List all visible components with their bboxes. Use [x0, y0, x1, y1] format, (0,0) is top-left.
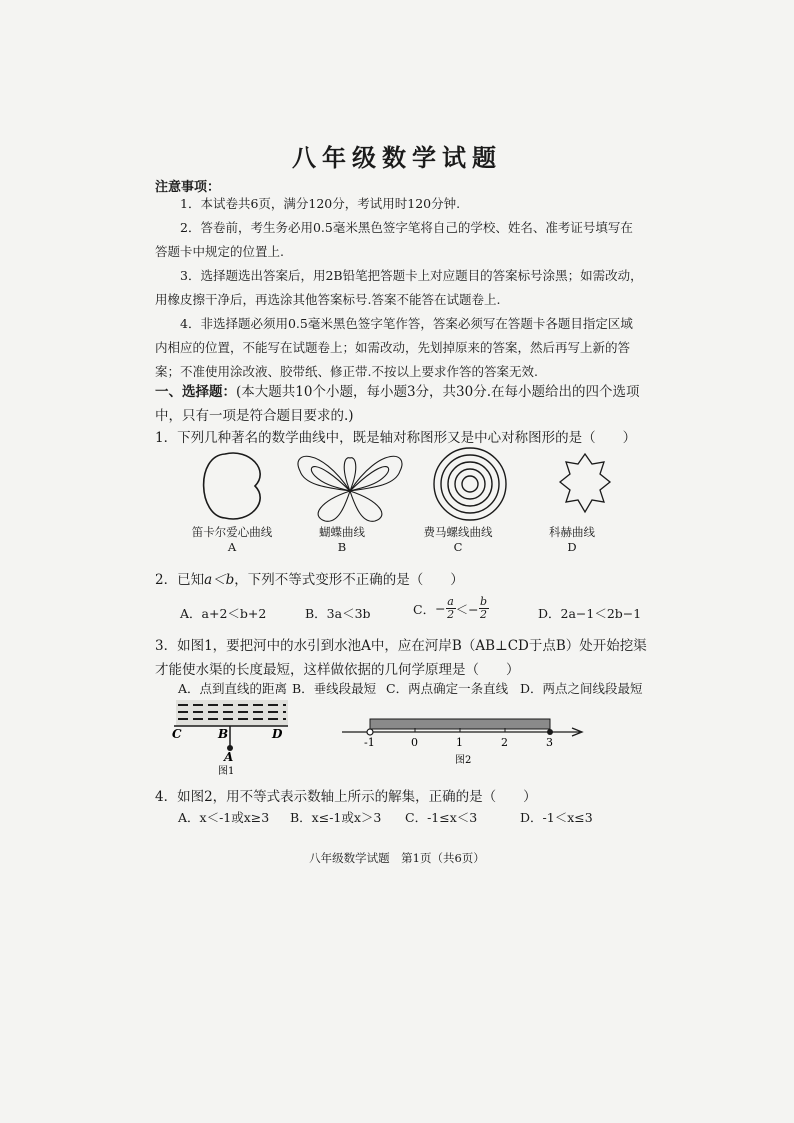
point-a-label: A	[224, 750, 234, 764]
q4-option-a: A．x＜-1或x≥3	[178, 810, 270, 825]
q3-option-d: D．两点之间线段最短	[520, 681, 643, 696]
q2-frac-b	[479, 596, 489, 621]
fig-d-letter: D	[567, 540, 577, 554]
point-c-label: C	[172, 727, 182, 741]
point-b-label: B	[218, 727, 229, 741]
q1-figures	[180, 446, 640, 526]
figure-1	[168, 698, 298, 778]
fig-b-letter: B	[337, 540, 347, 554]
fig-b-label	[282, 524, 402, 554]
point-d-label: D	[272, 727, 283, 741]
q3-option-c: C．两点确定一条直线	[386, 681, 509, 696]
q2-option-c: C． − $\frac{a}{2}$ ＜− $\frac{b}{2}$	[413, 595, 488, 621]
q2-stem	[155, 568, 655, 588]
notice-item-2: 2．答卷前，考生务必用0.5毫米黑色签字笔将自己的学校、姓名、准考证号填写在答题卡中规定的位置上.	[155, 220, 633, 259]
left-endpoint-open	[367, 729, 373, 735]
butterfly-figure	[298, 456, 402, 521]
fig-c-letter: C	[453, 540, 463, 554]
tick-label-neg1: -1	[364, 736, 375, 749]
notice-heading: 注意事项：	[155, 180, 221, 195]
page-footer: 八年级数学试题 第1页（共6页）	[309, 851, 485, 865]
q2-condition: a＜b	[204, 572, 235, 588]
fig-a-label	[172, 524, 292, 554]
fig-d-label	[512, 524, 632, 554]
q2-option-c-prefix: C．	[413, 601, 436, 617]
cardioid-figure	[204, 453, 261, 519]
page-title: 八年级数学试题	[292, 143, 502, 172]
fig-a-letter: A	[227, 540, 237, 554]
notice-list	[155, 192, 645, 384]
q2-stem-suffix: ，下列不等式变形不正确的是（ ）	[234, 572, 464, 588]
q3-option-a: A．点到直线的距离	[178, 681, 288, 696]
notice-item-1: 1．本试卷共6页，满分120分，考试用时120分钟.	[180, 196, 461, 211]
notice-item-3: 3．选择题选出答案后，用2B铅笔把答题卡上对应题目的答案标号涂黑；如需改动，用橡皮擦干净后，再选涂其他答案标号.答案不能答在试题卷上.	[155, 268, 643, 307]
q4-option-d: D．-1＜x≤3	[520, 810, 593, 825]
koch-snowflake-figure	[560, 454, 610, 512]
q3-stem: 3．如图1，要把河中的水引到水池A中，应在河岸B（AB⊥CD于点B）处开始挖渠才能使水渠的长度最短，这样做依据的几何学原理是（ ）	[155, 638, 647, 678]
tick-label-0: 0	[411, 736, 418, 749]
section1-description: (本大题共10个小题，每小题3分，共30分.在每小题给出的四个选项中，只有一项是符合题目要求的.)	[155, 384, 640, 424]
q2-frac-a	[446, 596, 456, 621]
tick-label-1: 1	[456, 736, 463, 749]
figure-2-caption: 图2	[455, 755, 472, 766]
fig-d-name: 科赫曲线	[549, 525, 595, 539]
q2-option-d: D．2a−1＜2b−1	[538, 606, 642, 621]
spiral-figure	[434, 448, 506, 520]
q2-stem-prefix: 2．已知	[155, 572, 205, 588]
q4-stem: 4．如图2，用不等式表示数轴上所示的解集，正确的是（ ）	[155, 789, 537, 805]
fig-c-label	[398, 524, 518, 554]
section1-header	[155, 380, 655, 428]
right-endpoint-closed	[547, 729, 553, 735]
q2-frac-a-num: a	[447, 595, 454, 608]
q2-option-a: A．a+2＜b+2	[180, 606, 267, 621]
q2-frac-b-num: b	[480, 595, 488, 608]
fig-a-name: 笛卡尔爱心曲线	[191, 525, 273, 539]
tick-label-2: 2	[501, 736, 508, 749]
figure-2	[340, 708, 590, 768]
fig-c-name: 费马螺线曲线	[423, 525, 493, 539]
q2-option-b: B．3a＜3b	[305, 606, 371, 621]
q3-option-b: B．垂线段最短	[292, 681, 377, 696]
fig-b-name: 蝴蝶曲线	[319, 525, 365, 539]
q2-frac-b-den: 2	[480, 608, 488, 621]
notice-item-4: 4．非选择题必须用0.5毫米黑色签字笔作答，答案必须写在答题卡各题目指定区域内相应的位置，不能写在试题卷上；如需改动，先划掉原来的答案，然后再写上新的答案；不准使用涂改液、胶带纸、修正带.不按以上要求作答的答案无效.	[155, 316, 633, 379]
section1-heading: 一、选择题：	[155, 384, 236, 400]
q4-option-c: C．-1≤x＜3	[405, 810, 478, 825]
q2-frac-a-den: 2	[447, 608, 455, 621]
tick-label-3: 3	[546, 736, 553, 749]
q4-option-b: B．x≤-1或x＞3	[290, 810, 382, 825]
figure-1-caption: 图1	[218, 766, 235, 777]
q1-stem: 1．下列几种著名的数学曲线中，既是轴对称图形又是中心对称图形的是（ ）	[155, 430, 637, 446]
